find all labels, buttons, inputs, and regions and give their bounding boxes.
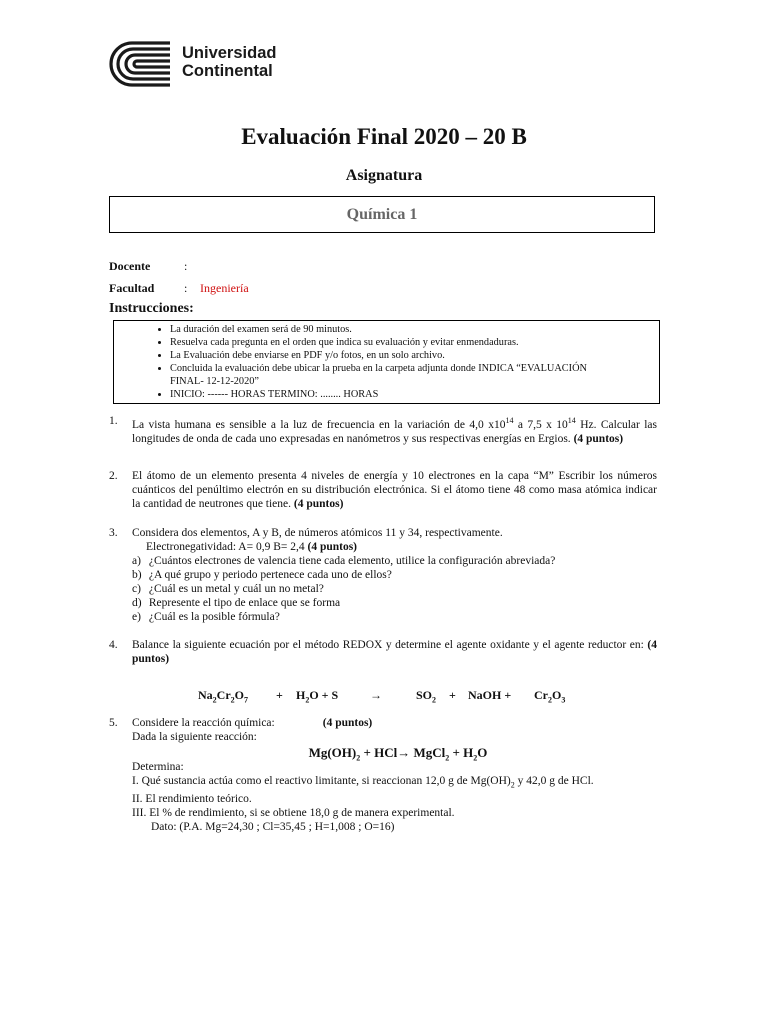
question-5: 5. Considere la reacción química: (4 puntos) Dada la siguiente reacción: bbox=[109, 717, 373, 743]
sub-question-d: d) Represente el tipo de enlace que se forma bbox=[132, 597, 341, 609]
instruction-item: • La Evaluación debe enviarse en PDF y/o fotos, en un solo archivo. bbox=[170, 349, 659, 362]
institution-name: Universidad Continental bbox=[182, 44, 277, 80]
page-title: Evaluación Final 2020 – 20 B bbox=[241, 124, 527, 149]
facultad-label: Facultad bbox=[109, 281, 155, 295]
instruction-item: • Concluida la evaluación debe ubicar la prueba en la carpeta adjunta donde INDICA “EVALUACIÓN FINAL- 12-12-2020” bbox=[170, 362, 659, 388]
subject-field: Química 1 bbox=[109, 196, 655, 233]
instruction-item: • Resuelva cada pregunta en el orden que indica su evaluación y evitar enmendaduras. bbox=[170, 336, 659, 349]
question-1: 1. La vista humana es sensible a la luz de frecuencia en la variación de 4,0 $x10^{14}$ a 7,5 x $10^{14}$ Hz. Calcular las longitudes de onda de cada uno expresadas en nanómetros y sus respectivas energías en Ergios. (4 puntos) bbox=[109, 415, 658, 445]
subject-label: Asignatura bbox=[345, 167, 423, 184]
sub-question-e: e) ¿Cuál es la posible fórmula? bbox=[132, 611, 280, 623]
instructions-box bbox=[113, 320, 660, 404]
facultad-row: Facultad : Ingeniería bbox=[109, 281, 249, 295]
reaction-equation: $Mg(OH)_2 + HCl\to$ MgCl$_2$ + $H_2O$ bbox=[308, 745, 488, 763]
facultad-value: Ingeniería bbox=[200, 281, 249, 295]
docente-row: Docente : bbox=[109, 259, 188, 273]
instruction-item: • INICIO: ------ HORAS TERMINO: ........ HORAS bbox=[170, 388, 659, 401]
docente-label: Docente bbox=[109, 259, 151, 273]
sub-question-c: c) ¿Cuál es un metal y cuál un no metal? bbox=[132, 583, 324, 595]
sub-question-b: b) ¿A qué grupo y periodo pertenece cada uno de ellos? bbox=[132, 569, 392, 581]
instruction-item: • La duración del examen será de 90 minutos. bbox=[170, 323, 659, 336]
sub-question-a: a) ¿Cuántos electrones de valencia tiene cada elemento, utilice la configuración abreviada? bbox=[132, 555, 556, 567]
question-5-details: Determina: I. Qué sustancia actúa como el reactivo limitante, si reaccionan 12,0 g de $Mg(OH)_2$ y 42,0 g de HCl. II. El rendimiento teórico. III. El % de rendimiento, si se obtiene 18,0 g de manera experimental. Dato: (P.A. Mg=24,30 ; Cl=35,45 ; H=1,008 ; O=16) bbox=[132, 761, 594, 834]
question-3: 3. Considera dos elementos, A y B, de números atómicos 11 y 34, respectivamente. Electronegatividad: A= 0,9 B= 2,4 (4 puntos) a) ¿Cuántos electrones de valencia tiene cada elemento, utilice la configuración abreviada? b) ¿A qué grupo y periodo pertenece cada uno de ellos? c) ¿Cuál es un metal y cuál un no metal? d) Represente el tipo de enlace que se forma e) ¿Cuál es la posible fórmula? bbox=[109, 526, 657, 624]
instructions-title: Instrucciones: bbox=[109, 301, 194, 316]
question-2: 2. El átomo de un elemento presenta 4 niveles de energía y 10 electrones en la capa “M” Escribir los números cuánticos del penúltimo electrón en su distribución electrónica. Si el átomo tiene 48 como masa atómica indicar la cantidad de neutrones que tiene. (4 puntos) bbox=[109, 470, 657, 510]
question-4: 4. Balance la siguiente ecuación por el método REDOX y determine el agente oxidante y el agente reductor en: (4 puntos) bbox=[109, 639, 657, 665]
